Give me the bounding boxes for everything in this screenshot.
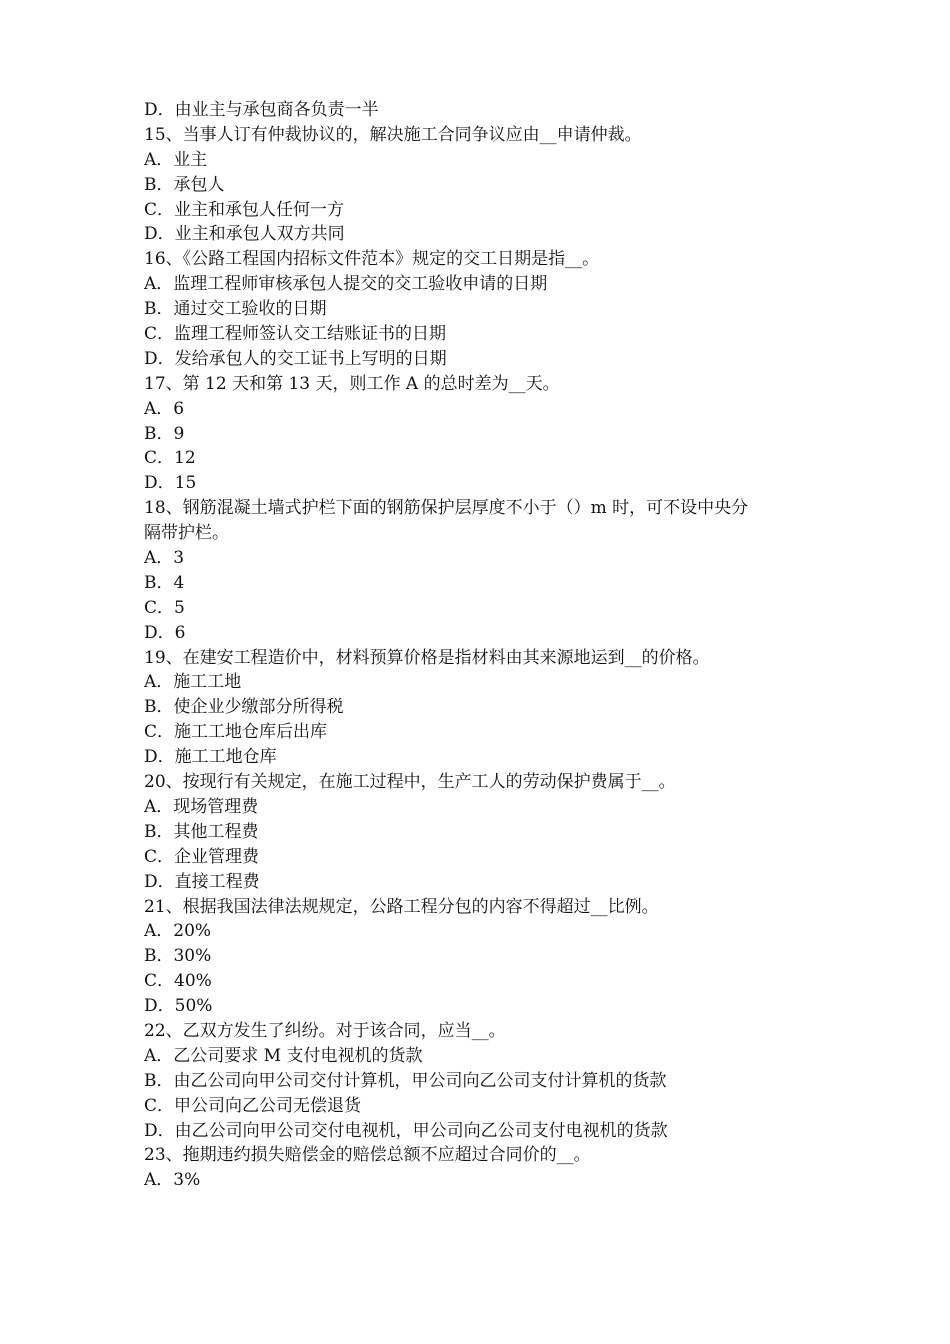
answer-option: C．甲公司向乙公司无偿退货 [144,1095,362,1116]
answer-option: B．4 [144,572,185,593]
answer-option: A．20% [144,921,212,942]
question-text: 23、拖期违约损失赔偿金的赔偿总额不应超过合同价的__。 [144,1145,591,1166]
answer-option: B．由乙公司向甲公司交付计算机，甲公司向乙公司支付计算机的货款 [144,1070,667,1091]
question-text: 20、按现行有关规定，在施工过程中，生产工人的劳动保护费属于__。 [144,772,676,793]
answer-option: A．业主 [144,149,208,170]
answer-option: C．业主和承包人任何一方 [144,199,345,220]
answer-option: B．使企业少缴部分所得税 [144,697,344,718]
question-text: 18、钢筋混凝土墙式护栏下面的钢筋保护层厚度不小于（）m 时，可不设中央分 [144,498,749,519]
answer-option: C．企业管理费 [144,846,260,867]
question-text: 15、当事人订有仲裁协议的，解决施工合同争议应由__申请仲裁。 [144,124,642,145]
question-text-continued: 隔带护栏。 [144,523,229,544]
answer-option: C．施工工地仓库后出库 [144,722,328,743]
answer-option: B．承包人 [144,174,225,195]
answer-option: A．3% [144,1170,201,1191]
answer-option: D．业主和承包人双方共同 [144,224,345,245]
answer-option: D．发给承包人的交工证书上写明的日期 [144,348,447,369]
question-list [144,98,834,1193]
question-text: 22、乙双方发生了纠纷。对于该合同，应当__。 [144,1020,506,1041]
answer-option: D．15 [144,473,197,494]
answer-option: B．其他工程费 [144,821,259,842]
answer-option: D．由业主与承包商各负责一半 [144,100,379,120]
answer-option: C．监理工程师签认交工结账证书的日期 [144,324,447,345]
answer-option: B．通过交工验收的日期 [144,299,327,320]
answer-option: A．6 [144,398,185,419]
answer-option: C．12 [144,448,196,469]
question-text: 19、在建安工程造价中，材料预算价格是指材料由其来源地运到__的价格。 [144,647,710,668]
answer-option: C．40% [144,971,212,992]
answer-option: D．由乙公司向甲公司交付电视机，甲公司向乙公司支付电视机的货款 [144,1120,668,1141]
answer-option: A．施工工地 [144,672,242,693]
answer-option: C．5 [144,597,185,618]
answer-option: A．现场管理费 [144,796,259,817]
answer-option: D．50% [144,996,213,1017]
answer-option: D．施工工地仓库 [144,747,277,768]
answer-option: A．监理工程师审核承包人提交的交工验收申请的日期 [144,274,548,295]
question-text: 21、根据我国法律法规规定，公路工程分包的内容不得超过__比例。 [144,896,659,917]
answer-option: D．6 [144,622,186,643]
answer-option: A．乙公司要求 M 支付电视机的货款 [144,1045,423,1066]
answer-option: B．30% [144,946,212,967]
answer-option: B．9 [144,423,185,444]
question-text: 16、《公路工程国内招标文件范本》规定的交工日期是指__。 [144,249,600,270]
answer-option: A．3 [144,548,185,569]
question-text: 17、第 12 天和第 13 天，则工作 A 的总时差为__天。 [144,373,560,394]
answer-option: D．直接工程费 [144,871,260,892]
